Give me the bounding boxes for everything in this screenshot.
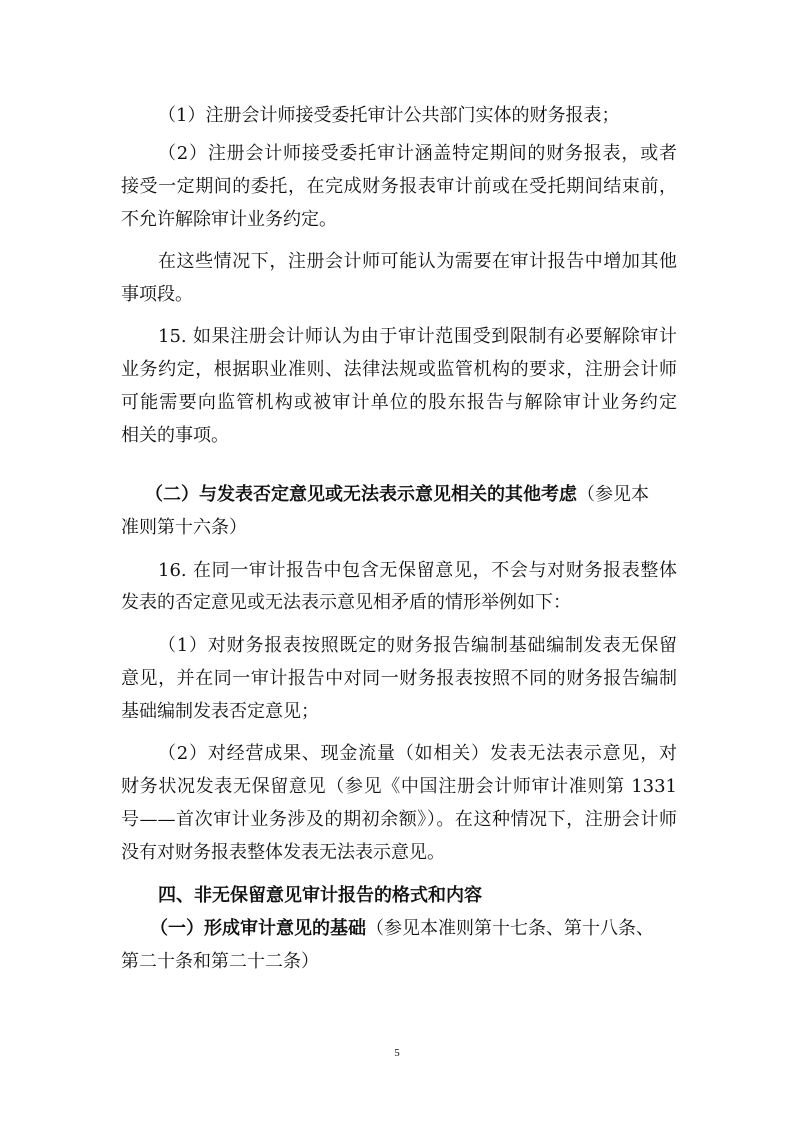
page-number: 5 — [394, 1047, 400, 1059]
paragraph-line: 发表的否定意见或无法表示意见相矛盾的情形举例如下： — [121, 592, 571, 613]
paragraph-line: 15. 如果注册会计师认为由于审计范围受到限制有必要解除审计 — [158, 326, 677, 347]
paragraph-line: （1）注册会计师接受委托审计公共部门实体的财务报表； — [158, 105, 620, 126]
paragraph-line: 接受一定期间的委托，在完成财务报表审计前或在受托期间结束前， — [121, 176, 677, 197]
paragraph-line: 准则第十六条） — [121, 517, 247, 538]
paragraph-line: 16. 在同一审计报告中包含无保留意见，不会与对财务报表整体 — [158, 560, 677, 581]
heading-normal-text: （参见本准则第十七条、第十八条、 — [366, 918, 654, 939]
heading-bold-text: （一）形成审计意见的基础 — [150, 918, 366, 939]
heading-normal-text: （参见本 — [577, 484, 649, 505]
paragraph-line: （2）注册会计师接受委托审计涵盖特定期间的财务报表，或者 — [158, 143, 677, 164]
paragraph-line: 不允许解除审计业务约定。 — [121, 209, 337, 230]
paragraph-line: 可能需要向监管机构或被审计单位的股东报告与解除审计业务约定 — [121, 392, 677, 413]
section-heading-1 — [150, 917, 677, 941]
paragraph-line: 基础编制发表否定意见； — [121, 701, 319, 722]
section-heading-2 — [145, 483, 677, 507]
paragraph-line: 意见，并在同一审计报告中对同一财务报表按照不同的财务报告编制 — [121, 668, 677, 689]
section-title: 四、非无保留意见审计报告的格式和内容 — [158, 885, 482, 906]
paragraph-line: 业务约定，根据职业准则、法律法规或监管机构的要求，注册会计师 — [121, 359, 677, 380]
paragraph-line: （1）对财务报表按照既定的财务报告编制基础编制发表无保留 — [158, 635, 677, 656]
paragraph-line: 相关的事项。 — [121, 425, 229, 446]
paragraph-line: 号——首次审计业务涉及的期初余额》）。在这种情况下，注册会计师 — [121, 809, 677, 830]
paragraph-line: 没有对财务报表整体发表无法表示意见。 — [121, 842, 445, 863]
paragraph-line: 第二十条和第二十二条） — [121, 951, 319, 972]
paragraph-line: 在这些情况下，注册会计师可能认为需要在审计报告中增加其他 — [158, 251, 677, 272]
paragraph-line: 事项段。 — [121, 284, 193, 305]
paragraph-line: 财务状况发表无保留意见（参见《中国注册会计师审计准则第 1331 — [121, 776, 677, 797]
heading-bold-text: （二）与发表否定意见或无法表示意见相关的其他考虑 — [145, 484, 577, 505]
paragraph-line: （2）对经营成果、现金流量（如相关）发表无法表示意见，对 — [158, 743, 677, 764]
